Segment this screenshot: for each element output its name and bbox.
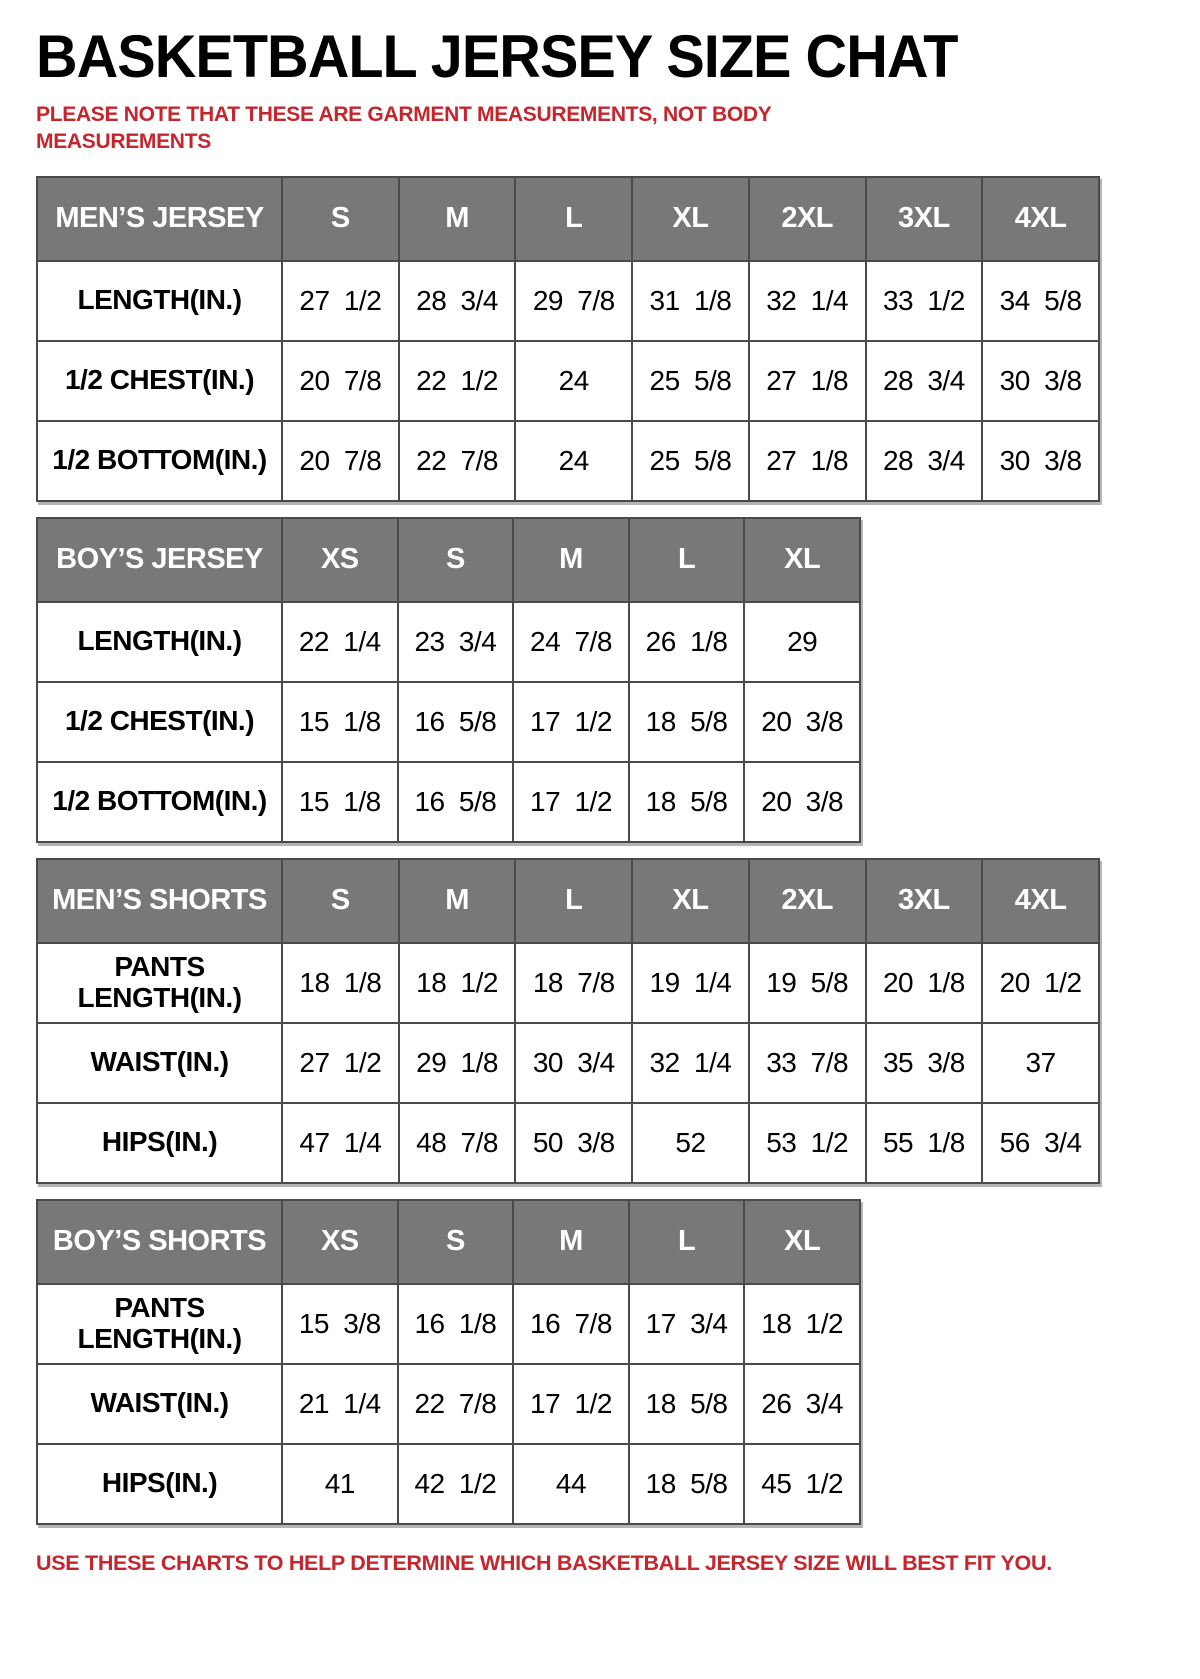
measurement-value-cell: 35 3/8 [866,1023,983,1103]
measurement-value-cell: 55 1/8 [866,1103,983,1183]
row-label-cell: 1/2 CHEST(IN.) [37,341,282,421]
boys-jersey-table [36,517,861,843]
row-label-cell: LENGTH(IN.) [37,602,282,682]
header-row [37,1200,860,1284]
measurement-value-cell: 44 [513,1444,629,1524]
size-header-cell: L [515,859,632,943]
size-header-cell: XL [632,177,749,261]
measurement-value-cell: 45 1/2 [744,1444,860,1524]
mens-shorts-table [36,858,1100,1184]
measurement-value-cell: 31 1/8 [632,261,749,341]
row-label-cell: PANTS LENGTH(IN.) [37,943,282,1023]
measurement-value-cell: 16 5/8 [398,762,514,842]
size-header-cell: XS [282,1200,398,1284]
table-title-cell: BOY’S JERSEY [37,518,282,602]
table-row [37,943,1099,1023]
measurement-value-cell: 20 7/8 [282,341,399,421]
measurement-value-cell: 29 1/8 [399,1023,516,1103]
size-header-cell: S [282,859,399,943]
size-header-cell: XL [744,518,860,602]
size-header-cell: S [282,177,399,261]
table-title-cell: MEN’S SHORTS [37,859,282,943]
table-row [37,1444,860,1524]
size-header-cell: XL [632,859,749,943]
table-row [37,762,860,842]
measurement-value-cell: 20 3/8 [744,682,860,762]
page-title: BASKETBALL JERSEY SIZE CHAT [36,23,958,90]
measurement-value-cell: 25 5/8 [632,421,749,501]
table-row [37,261,1099,341]
size-header-cell: 2XL [749,177,866,261]
measurement-value-cell: 30 3/8 [982,341,1099,421]
measurement-value-cell: 16 1/8 [398,1284,514,1364]
measurement-value-cell: 22 7/8 [398,1364,514,1444]
table-row [37,1284,860,1364]
boys-shorts-table [36,1199,861,1525]
measurement-value-cell: 18 1/2 [744,1284,860,1364]
size-header-cell: 3XL [866,859,983,943]
measurement-value-cell: 15 1/8 [282,682,398,762]
measurement-value-cell: 20 1/8 [866,943,983,1023]
measurement-value-cell: 24 [515,341,632,421]
table-row [37,421,1099,501]
table-row [37,1103,1099,1183]
measurement-value-cell: 29 [744,602,860,682]
size-header-cell: S [398,1200,514,1284]
size-header-cell: 4XL [982,177,1099,261]
size-header-cell: L [629,518,745,602]
measurement-value-cell: 29 7/8 [515,261,632,341]
measurement-value-cell: 22 1/4 [282,602,398,682]
measurement-value-cell: 26 1/8 [629,602,745,682]
size-header-cell: L [515,177,632,261]
measurement-value-cell: 18 5/8 [629,682,745,762]
measurement-value-cell: 18 5/8 [629,1364,745,1444]
measurement-value-cell: 41 [282,1444,398,1524]
measurement-value-cell: 23 3/4 [398,602,514,682]
measurement-value-cell: 32 1/4 [632,1023,749,1103]
measurement-value-cell: 47 1/4 [282,1103,399,1183]
header-row [37,518,860,602]
measurement-value-cell: 18 7/8 [515,943,632,1023]
measurement-value-cell: 52 [632,1103,749,1183]
measurement-value-cell: 53 1/2 [749,1103,866,1183]
row-label-cell: WAIST(IN.) [37,1364,282,1444]
measurement-value-cell: 17 3/4 [629,1284,745,1364]
measurement-value-cell: 20 3/8 [744,762,860,842]
measurement-value-cell: 27 1/8 [749,421,866,501]
measurement-value-cell: 17 1/2 [513,1364,629,1444]
measurement-value-cell: 33 7/8 [749,1023,866,1103]
measurement-value-cell: 37 [982,1023,1099,1103]
row-label-cell: HIPS(IN.) [37,1444,282,1524]
measurement-value-cell: 15 1/8 [282,762,398,842]
measurement-value-cell: 22 7/8 [399,421,516,501]
footer-note: USE THESE CHARTS TO HELP DETERMINE WHICH BASKETBALL JERSEY SIZE WILL BEST FIT YOU. [36,1550,1052,1575]
measurement-value-cell: 26 3/4 [744,1364,860,1444]
size-header-cell: 2XL [749,859,866,943]
mens-jersey-table [36,176,1100,502]
table-row [37,1364,860,1444]
row-label-cell: LENGTH(IN.) [37,261,282,341]
row-label-cell: 1/2 CHEST(IN.) [37,682,282,762]
size-header-cell: L [629,1200,745,1284]
size-header-cell: XS [282,518,398,602]
measurement-value-cell: 42 1/2 [398,1444,514,1524]
size-header-cell: M [399,177,516,261]
measurement-value-cell: 20 7/8 [282,421,399,501]
measurement-value-cell: 19 5/8 [749,943,866,1023]
measurement-value-cell: 21 1/4 [282,1364,398,1444]
row-label-cell: WAIST(IN.) [37,1023,282,1103]
measurement-value-cell: 27 1/8 [749,341,866,421]
measurement-value-cell: 50 3/8 [515,1103,632,1183]
row-label-cell: HIPS(IN.) [37,1103,282,1183]
size-header-cell: 3XL [866,177,983,261]
measurement-value-cell: 17 1/2 [513,682,629,762]
table-row [37,1023,1099,1103]
measurement-value-cell: 18 1/2 [399,943,516,1023]
measurement-value-cell: 15 3/8 [282,1284,398,1364]
measurement-value-cell: 22 1/2 [399,341,516,421]
size-header-cell: 4XL [982,859,1099,943]
measurement-value-cell: 56 3/4 [982,1103,1099,1183]
measurement-value-cell: 48 7/8 [399,1103,516,1183]
measurement-value-cell: 25 5/8 [632,341,749,421]
measurement-value-cell: 28 3/4 [866,421,983,501]
measurement-value-cell: 20 1/2 [982,943,1099,1023]
table-row [37,602,860,682]
size-header-cell: M [399,859,516,943]
size-header-cell: S [398,518,514,602]
measurement-value-cell: 33 1/2 [866,261,983,341]
measurement-value-cell: 27 1/2 [282,261,399,341]
measurement-value-cell: 18 5/8 [629,762,745,842]
measurement-value-cell: 32 1/4 [749,261,866,341]
table-title-cell: BOY’S SHORTS [37,1200,282,1284]
measurement-value-cell: 30 3/8 [982,421,1099,501]
measurement-value-cell: 28 3/4 [399,261,516,341]
measurement-value-cell: 19 1/4 [632,943,749,1023]
garment-measurement-note: PLEASE NOTE THAT THESE ARE GARMENT MEASUREMENTS, NOT BODY MEASUREMENTS [36,103,772,154]
size-header-cell: M [513,1200,629,1284]
measurement-value-cell: 28 3/4 [866,341,983,421]
measurement-value-cell: 34 5/8 [982,261,1099,341]
table-row [37,341,1099,421]
table-row [37,682,860,762]
measurement-value-cell: 30 3/4 [515,1023,632,1103]
row-label-cell: 1/2 BOTTOM(IN.) [37,421,282,501]
size-header-cell: M [513,518,629,602]
header-row [37,177,1099,261]
size-header-cell: XL [744,1200,860,1284]
measurement-value-cell: 17 1/2 [513,762,629,842]
row-label-cell: 1/2 BOTTOM(IN.) [37,762,282,842]
header-row [37,859,1099,943]
table-title-cell: MEN’S JERSEY [37,177,282,261]
row-label-cell: PANTS LENGTH(IN.) [37,1284,282,1364]
measurement-value-cell: 18 1/8 [282,943,399,1023]
measurement-value-cell: 24 7/8 [513,602,629,682]
measurement-value-cell: 16 7/8 [513,1284,629,1364]
measurement-value-cell: 18 5/8 [629,1444,745,1524]
measurement-value-cell: 27 1/2 [282,1023,399,1103]
measurement-value-cell: 24 [515,421,632,501]
measurement-value-cell: 16 5/8 [398,682,514,762]
